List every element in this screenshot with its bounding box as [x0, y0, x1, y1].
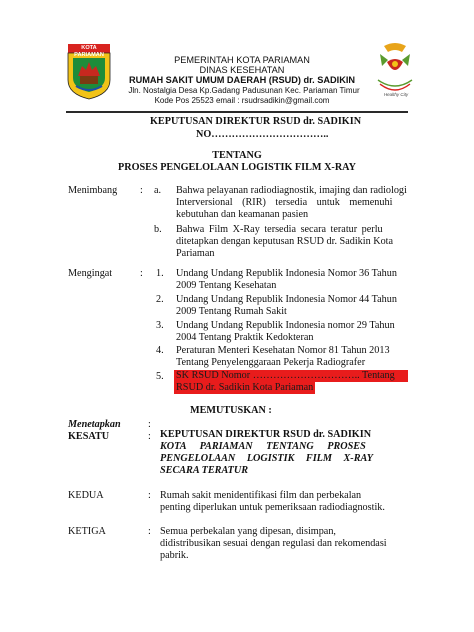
mengingat-item-1 [176, 268, 408, 292]
menimbang-b-line-3: Pariaman [176, 248, 215, 259]
menimbang-item-b [176, 224, 408, 260]
kesatu-line-2: KOTA PARIAMAN TENTANG PROSES [160, 441, 366, 452]
kedua-content [160, 490, 408, 514]
kesatu-line-1: KEPUTUSAN DIREKTUR RSUD dr. SADIKIN [160, 429, 372, 440]
menimbang-mark-b: b. [154, 224, 162, 235]
menimbang-item-a [176, 185, 406, 221]
menetapkan-label: Menetapkan [68, 419, 121, 430]
mengingat-2-line-1: Undang Undang Republik Indonesia Nomor 44 Tahun [176, 294, 397, 305]
kedua-colon: : [148, 490, 151, 501]
ketiga-line-3: pabrik. [160, 550, 189, 561]
kesatu-line-3: PENGELOLAAN LOGISTIK FILM X-RAY [160, 453, 373, 464]
kedua-label: KEDUA [68, 490, 104, 501]
mengingat-mark-3: 3. [156, 320, 164, 331]
ketiga-colon: : [148, 526, 151, 537]
ketiga-line-2: didistribusikan sesuai dengan regulasi dan rekomendasi [160, 538, 387, 549]
mengingat-2-line-2: 2009 Tentang Rumah Sakit [176, 306, 287, 317]
menimbang-mark-a: a. [154, 185, 162, 196]
healthy-city-logo [374, 40, 416, 102]
ketiga-label: KETIGA [68, 526, 106, 537]
header-line-3: RUMAH SAKIT UMUM DAERAH (RSUD) dr. SADIKIN [128, 75, 356, 85]
menetapkan-colon: : [148, 419, 151, 430]
menimbang-b-line-1: Bahwa Film X-Ray tersedia secara teratur perlu [176, 224, 383, 235]
mengingat-item-3 [176, 320, 408, 344]
header-line-5: Kode Pos 25523 email : rsudrsadikin@gmail.com [154, 96, 330, 105]
title-subject: PROSES PENGELOLAAN LOGISTIK FILM X-RAY [118, 162, 356, 173]
header-line-2: DINAS KESEHATAN [199, 65, 285, 75]
ketiga-content [160, 526, 408, 562]
menimbang-colon: : [140, 185, 143, 196]
menimbang-a-line-2: Interversional (RIR) tersedia untuk memenuhi [176, 197, 393, 208]
logo-right-text: Healthy City [383, 92, 409, 97]
header-divider [66, 111, 408, 113]
title-tentang: TENTANG [212, 150, 262, 161]
kedua-line-2: penting diperlukan untuk pemeriksaan radiodiagnostik. [160, 502, 385, 513]
title-line-2: NO…………………………….. [196, 129, 329, 140]
mengingat-item-2 [176, 294, 408, 318]
mengingat-colon: : [140, 268, 143, 279]
mengingat-item-5 [174, 370, 408, 394]
mengingat-mark-1: 1. [156, 268, 164, 279]
kedua-line-1: Rumah sakit menidentifikasi film dan perbekalan [160, 490, 362, 501]
ketiga-line-1: Semua perbekalan yang dipesan, disimpan, [160, 526, 336, 537]
mengingat-1-line-1: Undang Undang Republik Indonesia Nomor 36 Tahun [176, 268, 397, 279]
mengingat-mark-2: 2. [156, 294, 164, 305]
kesatu-label: KESATU [68, 431, 110, 442]
kesatu-colon: : [148, 431, 151, 442]
title-line-1: KEPUTUSAN DIREKTUR RSUD dr. SADIKIN [150, 116, 362, 127]
mengingat-3-line-2: 2004 Tentang Praktik Kedokteran [176, 332, 314, 343]
menimbang-a-line-3: kebutuhan dan keamanan pasien [176, 209, 309, 220]
mengingat-5-line-2: RSUD dr. Sadikin Kota Pariaman [176, 382, 314, 393]
mengingat-item-4 [176, 345, 408, 369]
header-line-4: Jln. Nostalgia Desa Kp.Gadang Padusunan Kec. Pariaman Timur [128, 86, 360, 95]
mengingat-mark-5: 5. [156, 371, 164, 382]
header-line-1: PEMERINTAH KOTA PARIAMAN [174, 55, 310, 65]
kesatu-content [160, 429, 408, 477]
logo-left-label: KOTA PARIAMAN [74, 45, 104, 58]
kesatu-line-4: SECARA TERATUR [160, 465, 249, 476]
mengingat-1-line-2: 2009 Tentang Kesehatan [176, 280, 277, 291]
menimbang-a-line-1: Bahwa pelayanan radiodiagnostik, imajing dan radiologi [176, 185, 407, 196]
memutuskan-heading: MEMUTUSKAN : [190, 405, 272, 416]
mengingat-4-line-1: Peraturan Menteri Kesehatan Nomor 81 Tahun 2013 [176, 345, 390, 356]
mengingat-label: Mengingat [68, 268, 113, 279]
mengingat-3-line-1: Undang Undang Republik Indonesia nomor 29 Tahun [176, 320, 395, 331]
mengingat-4-line-2: Tentang Penyelenggaraan Pekerja Radiografer [176, 357, 366, 368]
menimbang-b-line-2: ditetapkan dengan keputusan RSUD dr. Sadikin Kota [176, 236, 394, 247]
mengingat-5-line-1: SK RSUD Nomor ………………………….. Tentang [174, 370, 408, 382]
mengingat-mark-4: 4. [156, 345, 164, 356]
menimbang-label: Menimbang [68, 185, 118, 196]
